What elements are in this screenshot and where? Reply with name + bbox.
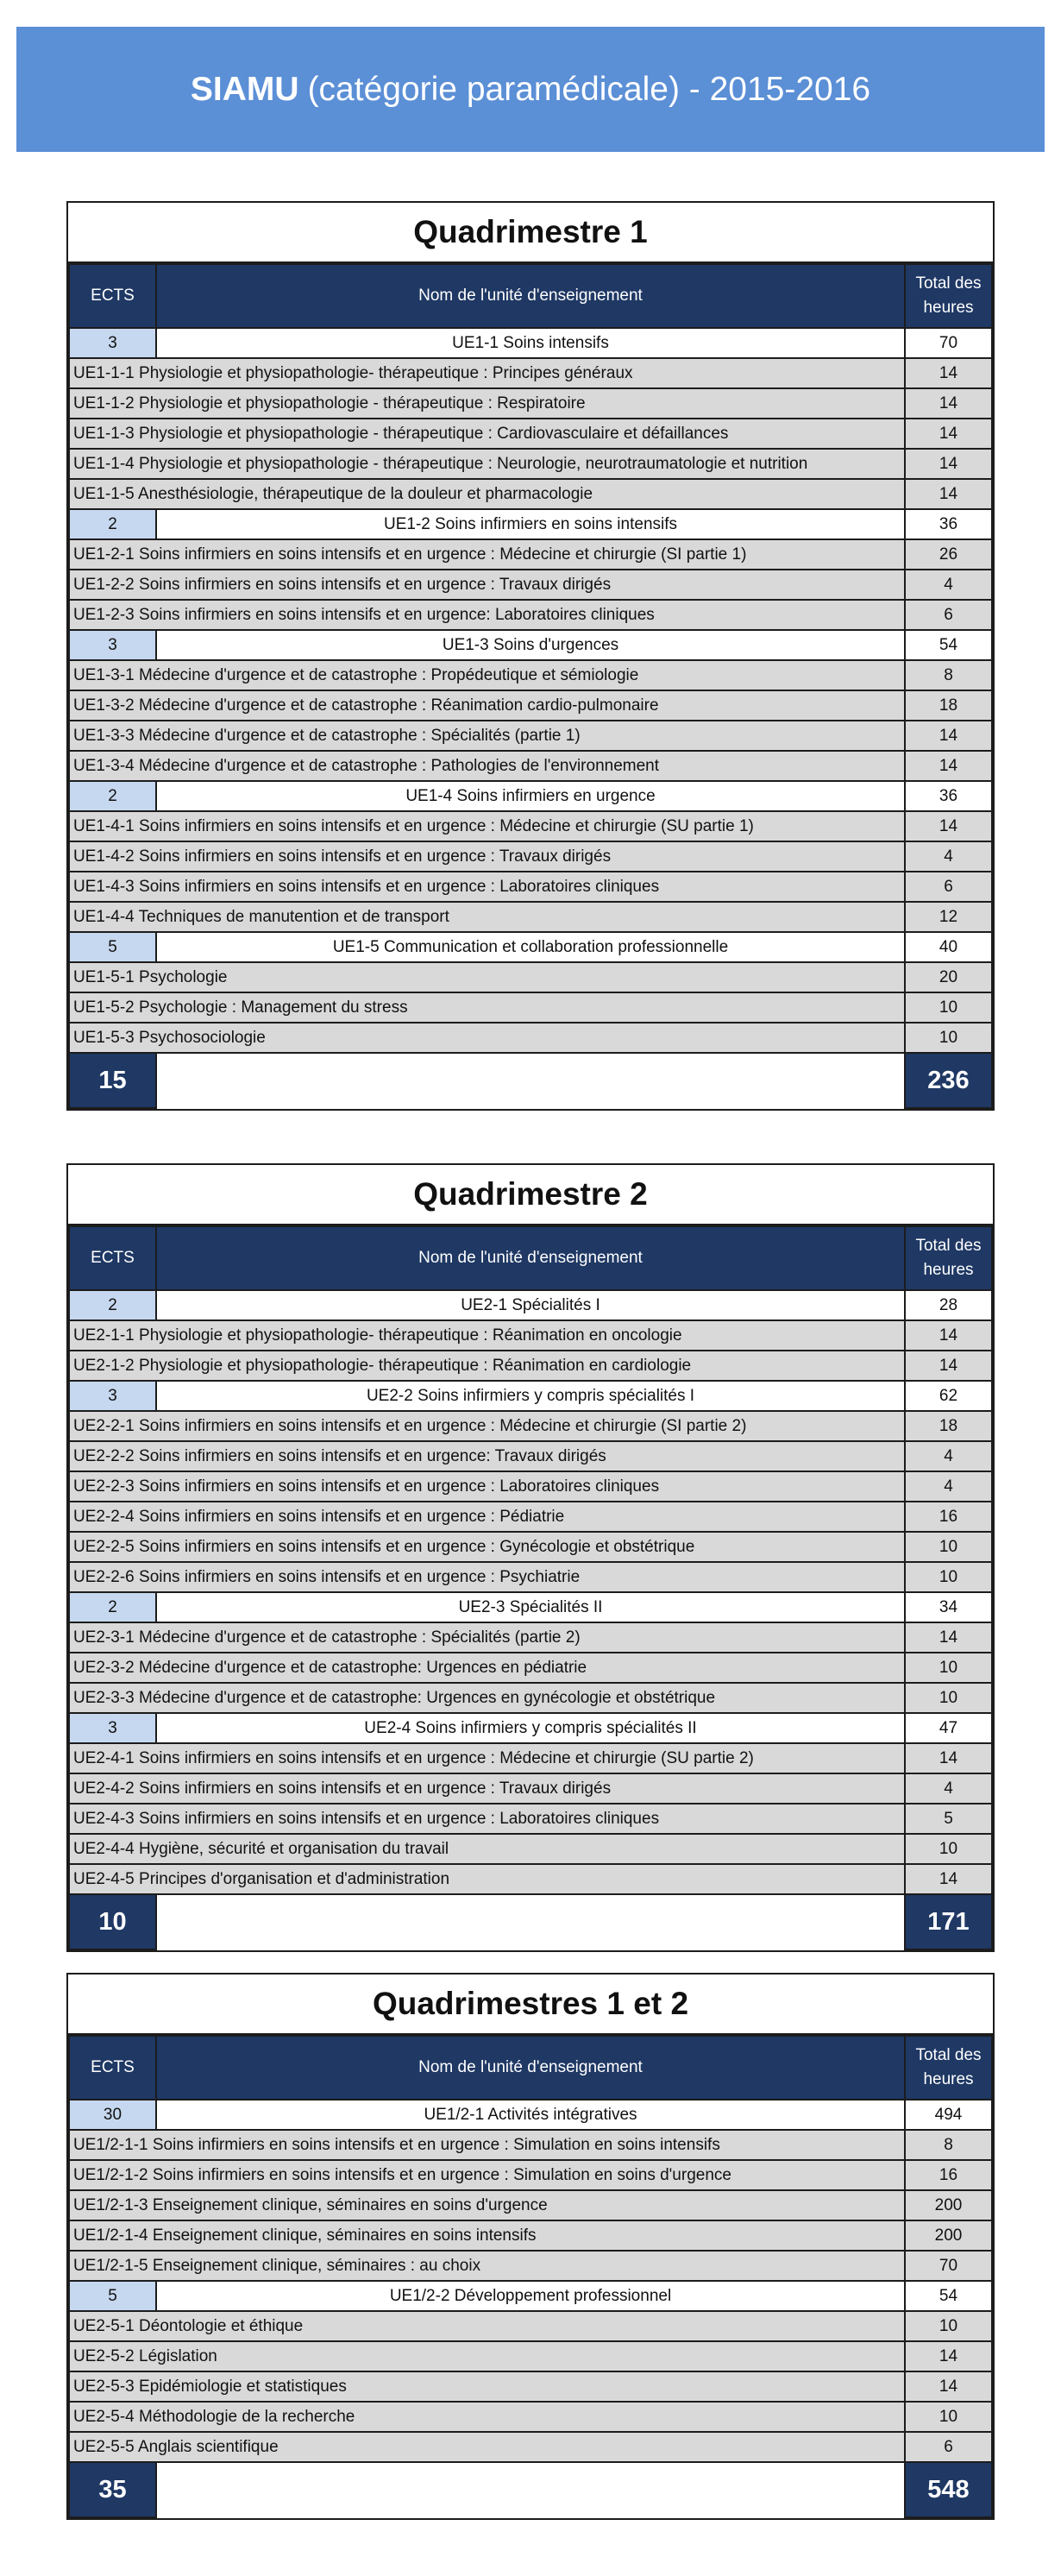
header-total-hours-line1: Total des bbox=[915, 2046, 982, 2064]
sub-unit-name: UE1/2-1-3 Enseignement clinique, séminaires en soins d'urgence bbox=[69, 2190, 905, 2220]
unit-ects: 30 bbox=[69, 2100, 156, 2130]
sub-unit-name: UE1-4-1 Soins infirmiers en soins intensifs et en urgence : Médecine et chirurgie (SU partie 1) bbox=[69, 811, 905, 841]
teaching-unit-row bbox=[69, 1290, 992, 1320]
block-title: Quadrimestres 1 et 2 bbox=[68, 1975, 993, 2035]
total-ects: 15 bbox=[69, 1053, 156, 1108]
sub-unit-name: UE2-4-5 Principes d'organisation et d'administration bbox=[69, 1864, 905, 1894]
sub-unit-name: UE2-4-1 Soins infirmiers en soins intensifs et en urgence : Médecine et chirurgie (SU partie 2) bbox=[69, 1743, 905, 1773]
sub-unit-name: UE1-3-4 Médecine d'urgence et de catastrophe : Pathologies de l'environnement bbox=[69, 751, 905, 781]
sub-unit-hours: 10 bbox=[905, 1023, 992, 1053]
header-total-hours-line2: heures bbox=[923, 2070, 974, 2088]
unit-ects: 3 bbox=[69, 1713, 156, 1743]
sub-unit-hours: 10 bbox=[905, 2402, 992, 2432]
unit-name: UE2-1 Spécialités I bbox=[156, 1290, 905, 1320]
header-unit-name: Nom de l'unité d'enseignement bbox=[156, 264, 905, 328]
sub-unit-name: UE2-3-2 Médecine d'urgence et de catastrophe: Urgences en pédiatrie bbox=[69, 1653, 905, 1683]
header-ects: ECTS bbox=[69, 1226, 156, 1290]
header-unit-name: Nom de l'unité d'enseignement bbox=[156, 2036, 905, 2100]
sub-unit-row bbox=[69, 449, 992, 479]
table-header-row bbox=[69, 264, 992, 328]
sub-unit-hours: 20 bbox=[905, 962, 992, 992]
sub-unit-row bbox=[69, 600, 992, 630]
sub-unit-name: UE1-4-4 Techniques de manutention et de transport bbox=[69, 902, 905, 932]
sub-unit-row bbox=[69, 1864, 992, 1894]
unit-hours: 34 bbox=[905, 1592, 992, 1622]
unit-hours: 36 bbox=[905, 781, 992, 811]
sub-unit-row bbox=[69, 419, 992, 449]
sub-unit-hours: 14 bbox=[905, 1351, 992, 1381]
sub-unit-hours: 14 bbox=[905, 419, 992, 449]
table-header-row bbox=[69, 2036, 992, 2100]
teaching-unit-row bbox=[69, 1713, 992, 1743]
sub-unit-hours: 14 bbox=[905, 1743, 992, 1773]
unit-hours: 47 bbox=[905, 1713, 992, 1743]
sub-unit-name: UE2-5-5 Anglais scientifique bbox=[69, 2432, 905, 2462]
sub-unit-hours: 4 bbox=[905, 1441, 992, 1471]
sub-unit-row bbox=[69, 1471, 992, 1502]
unit-hours: 54 bbox=[905, 2281, 992, 2311]
sub-unit-row bbox=[69, 962, 992, 992]
sub-unit-hours: 6 bbox=[905, 600, 992, 630]
unit-ects: 2 bbox=[69, 1592, 156, 1622]
unit-ects: 2 bbox=[69, 781, 156, 811]
unit-ects: 2 bbox=[69, 509, 156, 539]
unit-name: UE1-1 Soins intensifs bbox=[156, 328, 905, 358]
sub-unit-name: UE2-5-3 Epidémiologie et statistiques bbox=[69, 2371, 905, 2402]
total-ects: 10 bbox=[69, 1894, 156, 1949]
sub-unit-name: UE2-2-2 Soins infirmiers en soins intensifs et en urgence: Travaux dirigés bbox=[69, 1441, 905, 1471]
page-title-banner bbox=[16, 27, 1045, 152]
teaching-unit-row bbox=[69, 328, 992, 358]
unit-ects: 3 bbox=[69, 630, 156, 660]
sub-unit-row bbox=[69, 751, 992, 781]
teaching-unit-row bbox=[69, 630, 992, 660]
sub-unit-row bbox=[69, 992, 992, 1023]
unit-name: UE1-4 Soins infirmiers en urgence bbox=[156, 781, 905, 811]
sub-unit-hours: 14 bbox=[905, 388, 992, 419]
sub-unit-name: UE1-1-3 Physiologie et physiopathologie - thérapeutique : Cardiovasculaire et défaillances bbox=[69, 419, 905, 449]
sub-unit-hours: 16 bbox=[905, 2160, 992, 2190]
unit-hours: 62 bbox=[905, 1381, 992, 1411]
sub-unit-hours: 14 bbox=[905, 721, 992, 751]
sub-unit-name: UE2-1-2 Physiologie et physiopathologie- thérapeutique : Réanimation en cardiologie bbox=[69, 1351, 905, 1381]
sub-unit-row bbox=[69, 690, 992, 721]
sub-unit-name: UE1/2-1-5 Enseignement clinique, séminaires : au choix bbox=[69, 2251, 905, 2281]
sub-unit-name: UE1-1-5 Anesthésiologie, thérapeutique de la douleur et pharmacologie bbox=[69, 479, 905, 509]
sub-unit-name: UE1-2-1 Soins infirmiers en soins intensifs et en urgence : Médecine et chirurgie (SI partie 1) bbox=[69, 539, 905, 570]
sub-unit-hours: 8 bbox=[905, 660, 992, 690]
sub-unit-hours: 10 bbox=[905, 1683, 992, 1713]
unit-ects: 2 bbox=[69, 1290, 156, 1320]
sub-unit-row bbox=[69, 1562, 992, 1592]
sub-unit-row bbox=[69, 1622, 992, 1653]
header-total-hours bbox=[905, 2036, 992, 2100]
sub-unit-hours: 14 bbox=[905, 479, 992, 509]
unit-name: UE1/2-2 Développement professionnel bbox=[156, 2281, 905, 2311]
sub-unit-hours: 14 bbox=[905, 1320, 992, 1351]
teaching-unit-row bbox=[69, 932, 992, 962]
sub-unit-hours: 10 bbox=[905, 992, 992, 1023]
header-ects: ECTS bbox=[69, 264, 156, 328]
sub-unit-hours: 14 bbox=[905, 449, 992, 479]
sub-unit-row bbox=[69, 721, 992, 751]
sub-unit-name: UE2-5-1 Déontologie et éthique bbox=[69, 2311, 905, 2341]
quadrimestre-1-table bbox=[66, 201, 995, 1111]
sub-unit-hours: 4 bbox=[905, 1471, 992, 1502]
sub-unit-hours: 14 bbox=[905, 811, 992, 841]
sub-unit-row bbox=[69, 539, 992, 570]
unit-name: UE2-3 Spécialités II bbox=[156, 1592, 905, 1622]
unit-hours: 70 bbox=[905, 328, 992, 358]
unit-name: UE2-2 Soins infirmiers y compris spécialités I bbox=[156, 1381, 905, 1411]
sub-unit-hours: 12 bbox=[905, 902, 992, 932]
course-table bbox=[68, 2035, 993, 2518]
sub-unit-name: UE1/2-1-2 Soins infirmiers en soins intensifs et en urgence : Simulation en soins d'urgence bbox=[69, 2160, 905, 2190]
sub-unit-hours: 14 bbox=[905, 2341, 992, 2371]
sub-unit-row bbox=[69, 479, 992, 509]
unit-ects: 3 bbox=[69, 328, 156, 358]
sub-unit-name: UE1-3-2 Médecine d'urgence et de catastrophe : Réanimation cardio-pulmonaire bbox=[69, 690, 905, 721]
sub-unit-name: UE2-2-5 Soins infirmiers en soins intensifs et en urgence : Gynécologie et obstétrique bbox=[69, 1532, 905, 1562]
sub-unit-row bbox=[69, 1351, 992, 1381]
sub-unit-row bbox=[69, 1441, 992, 1471]
sub-unit-row bbox=[69, 2402, 992, 2432]
total-hours: 171 bbox=[905, 1894, 992, 1949]
sub-unit-row bbox=[69, 902, 992, 932]
sub-unit-row bbox=[69, 2251, 992, 2281]
sub-unit-name: UE1-5-1 Psychologie bbox=[69, 962, 905, 992]
sub-unit-hours: 14 bbox=[905, 751, 992, 781]
sub-unit-row bbox=[69, 2371, 992, 2402]
header-total-hours-line2: heures bbox=[923, 1261, 974, 1279]
sub-unit-name: UE1-1-4 Physiologie et physiopathologie - thérapeutique : Neurologie, neurotraumatologie et nutrition bbox=[69, 449, 905, 479]
unit-hours: 54 bbox=[905, 630, 992, 660]
sub-unit-hours: 70 bbox=[905, 2251, 992, 2281]
sub-unit-row bbox=[69, 2311, 992, 2341]
sub-unit-name: UE2-2-1 Soins infirmiers en soins intensifs et en urgence : Médecine et chirurgie (SI partie 2) bbox=[69, 1411, 905, 1441]
sub-unit-hours: 14 bbox=[905, 358, 992, 388]
unit-hours: 40 bbox=[905, 932, 992, 962]
sub-unit-row bbox=[69, 358, 992, 388]
sub-unit-row bbox=[69, 872, 992, 902]
sub-unit-hours: 14 bbox=[905, 2371, 992, 2402]
sub-unit-name: UE1-1-2 Physiologie et physiopathologie - thérapeutique : Respiratoire bbox=[69, 388, 905, 419]
sub-unit-row bbox=[69, 2432, 992, 2462]
sub-unit-row bbox=[69, 2190, 992, 2220]
header-unit-name: Nom de l'unité d'enseignement bbox=[156, 1226, 905, 1290]
unit-ects: 3 bbox=[69, 1381, 156, 1411]
sub-unit-row bbox=[69, 841, 992, 872]
sub-unit-name: UE1-2-3 Soins infirmiers en soins intensifs et en urgence: Laboratoires cliniques bbox=[69, 600, 905, 630]
sub-unit-row bbox=[69, 1743, 992, 1773]
sub-unit-hours: 10 bbox=[905, 2311, 992, 2341]
teaching-unit-row bbox=[69, 2100, 992, 2130]
sub-unit-name: UE1/2-1-1 Soins infirmiers en soins intensifs et en urgence : Simulation en soins intensifs bbox=[69, 2130, 905, 2160]
sub-unit-name: UE2-4-2 Soins infirmiers en soins intensifs et en urgence : Travaux dirigés bbox=[69, 1773, 905, 1804]
totals-spacer bbox=[156, 1894, 905, 1949]
block-title: Quadrimestre 1 bbox=[68, 203, 993, 263]
sub-unit-hours: 18 bbox=[905, 690, 992, 721]
sub-unit-hours: 10 bbox=[905, 1834, 992, 1864]
unit-name: UE1/2-1 Activités intégratives bbox=[156, 2100, 905, 2130]
sub-unit-name: UE2-3-1 Médecine d'urgence et de catastrophe : Spécialités (partie 2) bbox=[69, 1622, 905, 1653]
page-title-rest: (catégorie paramédicale) - 2015-2016 bbox=[307, 70, 871, 108]
teaching-unit-row bbox=[69, 1381, 992, 1411]
sub-unit-hours: 16 bbox=[905, 1502, 992, 1532]
sub-unit-name: UE2-5-2 Législation bbox=[69, 2341, 905, 2371]
sub-unit-hours: 14 bbox=[905, 1622, 992, 1653]
header-total-hours-line1: Total des bbox=[915, 1237, 982, 1255]
sub-unit-name: UE1-4-2 Soins infirmiers en soins intensifs et en urgence : Travaux dirigés bbox=[69, 841, 905, 872]
teaching-unit-row bbox=[69, 509, 992, 539]
sub-unit-row bbox=[69, 1023, 992, 1053]
sub-unit-name: UE2-1-1 Physiologie et physiopathologie- thérapeutique : Réanimation en oncologie bbox=[69, 1320, 905, 1351]
sub-unit-name: UE2-5-4 Méthodologie de la recherche bbox=[69, 2402, 905, 2432]
sub-unit-name: UE2-4-4 Hygiène, sécurité et organisation du travail bbox=[69, 1834, 905, 1864]
course-table bbox=[68, 263, 993, 1109]
sub-unit-name: UE2-2-6 Soins infirmiers en soins intensifs et en urgence : Psychiatrie bbox=[69, 1562, 905, 1592]
sub-unit-row bbox=[69, 2160, 992, 2190]
quadrimestres-1-2-table bbox=[66, 1973, 995, 2520]
sub-unit-hours: 200 bbox=[905, 2190, 992, 2220]
header-total-hours bbox=[905, 264, 992, 328]
sub-unit-hours: 8 bbox=[905, 2130, 992, 2160]
sub-unit-row bbox=[69, 1502, 992, 1532]
unit-hours: 28 bbox=[905, 1290, 992, 1320]
unit-name: UE2-4 Soins infirmiers y compris spécialités II bbox=[156, 1713, 905, 1743]
sub-unit-row bbox=[69, 570, 992, 600]
sub-unit-name: UE1-4-3 Soins infirmiers en soins intensifs et en urgence : Laboratoires cliniques bbox=[69, 872, 905, 902]
teaching-unit-row bbox=[69, 781, 992, 811]
sub-unit-row bbox=[69, 1804, 992, 1834]
header-total-hours-line2: heures bbox=[923, 299, 974, 317]
sub-unit-row bbox=[69, 1320, 992, 1351]
sub-unit-hours: 4 bbox=[905, 841, 992, 872]
sub-unit-name: UE2-2-3 Soins infirmiers en soins intensifs et en urgence : Laboratoires cliniques bbox=[69, 1471, 905, 1502]
header-total-hours-line1: Total des bbox=[915, 274, 982, 293]
unit-name: UE1-3 Soins d'urgences bbox=[156, 630, 905, 660]
sub-unit-name: UE1-1-1 Physiologie et physiopathologie- thérapeutique : Principes généraux bbox=[69, 358, 905, 388]
totals-row bbox=[69, 1894, 992, 1949]
sub-unit-hours: 6 bbox=[905, 872, 992, 902]
sub-unit-hours: 26 bbox=[905, 539, 992, 570]
teaching-unit-row bbox=[69, 2281, 992, 2311]
sub-unit-name: UE1-5-2 Psychologie : Management du stress bbox=[69, 992, 905, 1023]
quadrimestre-2-table bbox=[66, 1163, 995, 1952]
sub-unit-name: UE1-3-3 Médecine d'urgence et de catastrophe : Spécialités (partie 1) bbox=[69, 721, 905, 751]
total-hours: 236 bbox=[905, 1053, 992, 1108]
unit-hours: 494 bbox=[905, 2100, 992, 2130]
teaching-unit-row bbox=[69, 1592, 992, 1622]
sub-unit-row bbox=[69, 1773, 992, 1804]
sub-unit-hours: 5 bbox=[905, 1804, 992, 1834]
unit-name: UE1-2 Soins infirmiers en soins intensifs bbox=[156, 509, 905, 539]
header-ects: ECTS bbox=[69, 2036, 156, 2100]
sub-unit-name: UE2-4-3 Soins infirmiers en soins intensifs et en urgence : Laboratoires cliniques bbox=[69, 1804, 905, 1834]
sub-unit-name: UE2-3-3 Médecine d'urgence et de catastrophe: Urgences en gynécologie et obstétrique bbox=[69, 1683, 905, 1713]
sub-unit-name: UE1-3-1 Médecine d'urgence et de catastrophe : Propédeutique et sémiologie bbox=[69, 660, 905, 690]
sub-unit-hours: 4 bbox=[905, 1773, 992, 1804]
table-header-row bbox=[69, 1226, 992, 1290]
sub-unit-row bbox=[69, 2341, 992, 2371]
page-title-bold: SIAMU bbox=[190, 70, 299, 108]
sub-unit-row bbox=[69, 388, 992, 419]
unit-ects: 5 bbox=[69, 2281, 156, 2311]
unit-ects: 5 bbox=[69, 932, 156, 962]
sub-unit-name: UE2-2-4 Soins infirmiers en soins intensifs et en urgence : Pédiatrie bbox=[69, 1502, 905, 1532]
sub-unit-row bbox=[69, 1834, 992, 1864]
sub-unit-row bbox=[69, 2220, 992, 2251]
header-total-hours bbox=[905, 1226, 992, 1290]
sub-unit-row bbox=[69, 1683, 992, 1713]
block-title: Quadrimestre 2 bbox=[68, 1165, 993, 1225]
sub-unit-hours: 4 bbox=[905, 570, 992, 600]
sub-unit-hours: 10 bbox=[905, 1653, 992, 1683]
sub-unit-hours: 18 bbox=[905, 1411, 992, 1441]
sub-unit-row bbox=[69, 1411, 992, 1441]
sub-unit-hours: 10 bbox=[905, 1562, 992, 1592]
sub-unit-name: UE1/2-1-4 Enseignement clinique, séminaires en soins intensifs bbox=[69, 2220, 905, 2251]
total-ects: 35 bbox=[69, 2462, 156, 2517]
sub-unit-row bbox=[69, 660, 992, 690]
sub-unit-name: UE1-5-3 Psychosociologie bbox=[69, 1023, 905, 1053]
sub-unit-hours: 200 bbox=[905, 2220, 992, 2251]
sub-unit-row bbox=[69, 1653, 992, 1683]
sub-unit-name: UE1-2-2 Soins infirmiers en soins intensifs et en urgence : Travaux dirigés bbox=[69, 570, 905, 600]
sub-unit-hours: 14 bbox=[905, 1864, 992, 1894]
sub-unit-hours: 10 bbox=[905, 1532, 992, 1562]
unit-hours: 36 bbox=[905, 509, 992, 539]
totals-spacer bbox=[156, 1053, 905, 1108]
sub-unit-row bbox=[69, 811, 992, 841]
totals-row bbox=[69, 1053, 992, 1108]
sub-unit-row bbox=[69, 1532, 992, 1562]
totals-spacer bbox=[156, 2462, 905, 2517]
course-table bbox=[68, 1225, 993, 1950]
totals-row bbox=[69, 2462, 992, 2517]
sub-unit-row bbox=[69, 2130, 992, 2160]
total-hours: 548 bbox=[905, 2462, 992, 2517]
unit-name: UE1-5 Communication et collaboration professionnelle bbox=[156, 932, 905, 962]
sub-unit-hours: 6 bbox=[905, 2432, 992, 2462]
